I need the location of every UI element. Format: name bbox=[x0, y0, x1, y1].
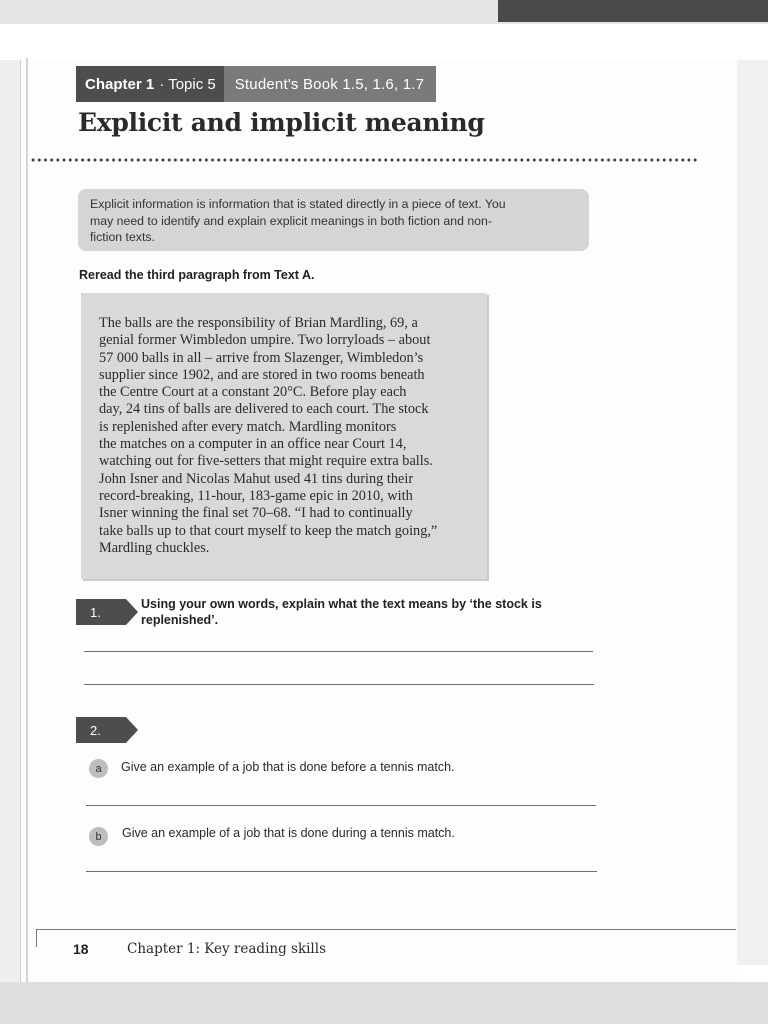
extract-line: 57 000 balls in all – arrive from Slazenger, Wimbledon’s bbox=[99, 349, 424, 366]
extract-line: Mardling chuckles. bbox=[99, 539, 210, 556]
part-a-badge: a bbox=[89, 759, 108, 778]
answer-line-q1-2[interactable] bbox=[84, 684, 594, 685]
text-extract bbox=[81, 293, 487, 579]
footer-chapter-title: Chapter 1: Key reading skills bbox=[127, 941, 326, 957]
page-number: 18 bbox=[73, 941, 89, 957]
students-book-reference: Student's Book 1.5, 1.6, 1.7 bbox=[224, 66, 436, 102]
question-2b-prompt: Give an example of a job that is done during a tennis match. bbox=[122, 826, 455, 840]
definition-line: may need to identify and explain explicit meanings in both fiction and non- bbox=[90, 213, 492, 228]
answer-line-q2b[interactable] bbox=[86, 871, 597, 872]
page-title: Explicit and implicit meaning bbox=[78, 108, 485, 137]
question-1-line: replenished’. bbox=[141, 612, 219, 627]
chapter-label: Chapter 1 bbox=[85, 75, 155, 93]
extract-line: Isner winning the final set 70–68. “I had to continually bbox=[99, 505, 413, 522]
extract-line: the Centre Court at a constant 20°C. Before play each bbox=[99, 384, 407, 401]
chapter-topic-tag bbox=[76, 66, 224, 102]
dotted-divider bbox=[30, 157, 698, 163]
scan-background-left bbox=[0, 60, 22, 990]
reread-instruction: Reread the third paragraph from Text A. bbox=[79, 268, 315, 282]
footer-rule-tick bbox=[36, 929, 37, 947]
extract-line: day, 24 tins of balls are delivered to each court. The stock bbox=[99, 401, 429, 418]
scan-edge-dark bbox=[498, 0, 768, 22]
extract-line: John Isner and Nicolas Mahut used 41 tins during their bbox=[99, 470, 414, 487]
extract-line: is replenished after every match. Mardling monitors bbox=[99, 418, 397, 435]
topic-label: Topic 5 bbox=[168, 75, 216, 93]
question-2-number: 2. bbox=[76, 717, 126, 743]
question-2a-prompt: Give an example of a job that is done before a tennis match. bbox=[121, 760, 455, 774]
chapter-banner bbox=[76, 66, 436, 102]
scan-background-bottom bbox=[0, 982, 768, 1024]
definition-line: fiction texts. bbox=[90, 230, 155, 245]
extract-line: take balls up to that court myself to keep the match going,” bbox=[99, 522, 438, 539]
definition-box bbox=[78, 189, 589, 251]
extract-line: watching out for five-setters that might require extra balls. bbox=[99, 453, 433, 470]
definition-line: Explicit information is information that is stated directly in a piece of text. You bbox=[90, 197, 506, 211]
extract-line: The balls are the responsibility of Brian Mardling, 69, a bbox=[99, 315, 418, 331]
footer-rule bbox=[36, 929, 736, 930]
page-binding-edge bbox=[26, 58, 28, 982]
extract-line: genial former Wimbledon umpire. Two lorryloads – about bbox=[99, 332, 431, 349]
part-b-badge: b bbox=[89, 827, 108, 846]
answer-line-q2a[interactable] bbox=[86, 805, 596, 806]
extract-line: record-breaking, 11-hour, 183-game epic in 2010, with bbox=[99, 487, 413, 504]
question-1-line: Using your own words, explain what the text means by ‘the stock is bbox=[141, 597, 542, 611]
extract-line: the matches on a computer in an office near Court 14, bbox=[99, 436, 407, 453]
banner-separator: · bbox=[159, 75, 165, 93]
scan-background-right bbox=[736, 60, 768, 965]
answer-line-q1-1[interactable] bbox=[84, 651, 593, 652]
question-1-prompt bbox=[141, 597, 591, 628]
extract-line: supplier since 1902, and are stored in two rooms beneath bbox=[99, 366, 425, 383]
question-1-number: 1. bbox=[76, 599, 126, 625]
